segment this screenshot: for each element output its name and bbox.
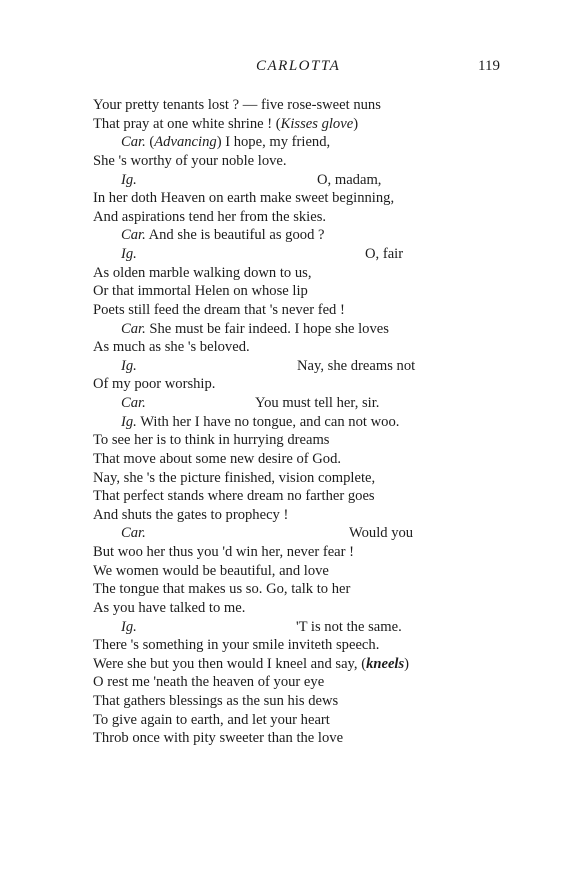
verse-line	[93, 618, 513, 637]
line-text: O, madam,	[317, 171, 382, 188]
verse-line	[93, 487, 513, 506]
verse-line	[93, 133, 513, 152]
speaker-name: Car.	[121, 227, 146, 244]
line-text: To give again to earth, and let your heart	[93, 711, 330, 728]
verse-line	[93, 245, 513, 264]
verse-line	[93, 524, 513, 543]
speaker-name: Ig.	[121, 246, 137, 262]
line-text: Would you	[349, 525, 414, 542]
verse-line	[93, 636, 513, 655]
line-text: Car. And she is beautiful as good ?	[121, 227, 325, 244]
verse-line	[93, 338, 513, 357]
verse-line	[93, 599, 513, 618]
verse-line	[93, 655, 513, 674]
verse-line	[93, 264, 513, 283]
line-text: She 's worthy of your noble love.	[93, 152, 287, 169]
line-text: You must tell her, sir.	[255, 395, 380, 411]
verse-line	[93, 282, 513, 301]
line-text: Car. (Advancing) I hope, my friend,	[121, 134, 331, 151]
line-text: 'T is not the same.	[296, 618, 402, 635]
stage-direction: kneels	[366, 655, 405, 672]
running-head	[0, 58, 568, 80]
line-text: Nay, she 's the picture finished, vision complete,	[93, 469, 376, 486]
line-text: As you have talked to me.	[93, 599, 246, 616]
verse-line	[93, 320, 513, 339]
speaker-name: Ig.	[121, 171, 137, 188]
verse-line	[93, 394, 513, 413]
verse-line	[93, 469, 513, 488]
speaker-name: Ig.	[121, 357, 137, 374]
page-number: 119	[478, 58, 500, 74]
speaker-name: Ig.	[121, 618, 137, 635]
verse-line	[93, 450, 513, 469]
line-text: That perfect stands where dream no farther goes	[93, 488, 375, 505]
line-text: We women would be beautiful, and love	[93, 562, 329, 579]
speaker-name: Car.	[121, 525, 146, 542]
speaker-name: Car.	[121, 320, 146, 337]
line-text: There 's something in your smile inviteth speech.	[93, 637, 380, 654]
line-text: To see her is to think in hurrying dreams	[93, 432, 330, 449]
line-text: And shuts the gates to prophecy !	[93, 506, 289, 523]
line-text: Or that immortal Helen on whose lip	[93, 283, 308, 300]
running-title: CARLOTTA	[256, 58, 341, 74]
verse-line	[93, 375, 513, 394]
line-text: And aspirations tend her from the skies.	[93, 208, 327, 225]
verse-line	[93, 357, 513, 376]
verse-line	[93, 301, 513, 320]
verse-line	[93, 562, 513, 581]
line-text: Car. She must be fair indeed. I hope she loves	[121, 320, 389, 337]
verse-line	[93, 673, 513, 692]
verse-text	[93, 96, 513, 748]
verse-line	[93, 543, 513, 562]
line-text: Your pretty tenants lost ? — five rose-sweet nuns	[93, 97, 381, 113]
line-text: Nay, she dreams not	[297, 357, 416, 374]
line-text: As much as she 's beloved.	[93, 339, 250, 356]
speaker-name: Ig.	[121, 413, 137, 430]
verse-line	[93, 208, 513, 227]
verse-line	[93, 692, 513, 711]
line-text: As olden marble walking down to us,	[93, 264, 312, 281]
line-text: O, fair	[365, 246, 404, 262]
verse-line	[93, 96, 513, 115]
line-text: Poets still feed the dream that 's never fed !	[93, 301, 345, 318]
line-text: In her doth Heaven on earth make sweet beginning,	[93, 190, 395, 207]
line-text: O rest me 'neath the heaven of your eye	[93, 674, 325, 691]
line-text: Ig. With her I have no tongue, and can not woo.	[121, 413, 400, 430]
line-text: That move about some new desire of God.	[93, 450, 342, 467]
verse-line	[93, 413, 513, 432]
verse-line	[93, 152, 513, 171]
line-text: Were she but you then would I kneel and say, (kneels)	[93, 655, 410, 672]
line-text: But woo her thus you 'd win her, never fear !	[93, 544, 355, 560]
stage-direction: Advancing	[154, 134, 217, 151]
verse-line	[93, 115, 513, 134]
verse-line	[93, 729, 513, 748]
verse-line	[93, 226, 513, 245]
line-text: That pray at one white shrine ! (Kisses glove)	[93, 115, 359, 132]
speaker-name: Car.	[121, 395, 146, 411]
line-text: Of my poor worship.	[93, 376, 216, 393]
stage-direction: Kisses glove	[280, 115, 354, 132]
verse-line	[93, 711, 513, 730]
verse-line	[93, 506, 513, 525]
verse-line	[93, 171, 513, 190]
line-text: The tongue that makes us so. Go, talk to her	[93, 581, 351, 598]
line-text: Throb once with pity sweeter than the love	[93, 730, 344, 747]
line-text: That gathers blessings as the sun his dews	[93, 693, 339, 709]
verse-line	[93, 580, 513, 599]
verse-line	[93, 189, 513, 208]
speaker-name: Car.	[121, 134, 146, 151]
verse-line	[93, 431, 513, 450]
